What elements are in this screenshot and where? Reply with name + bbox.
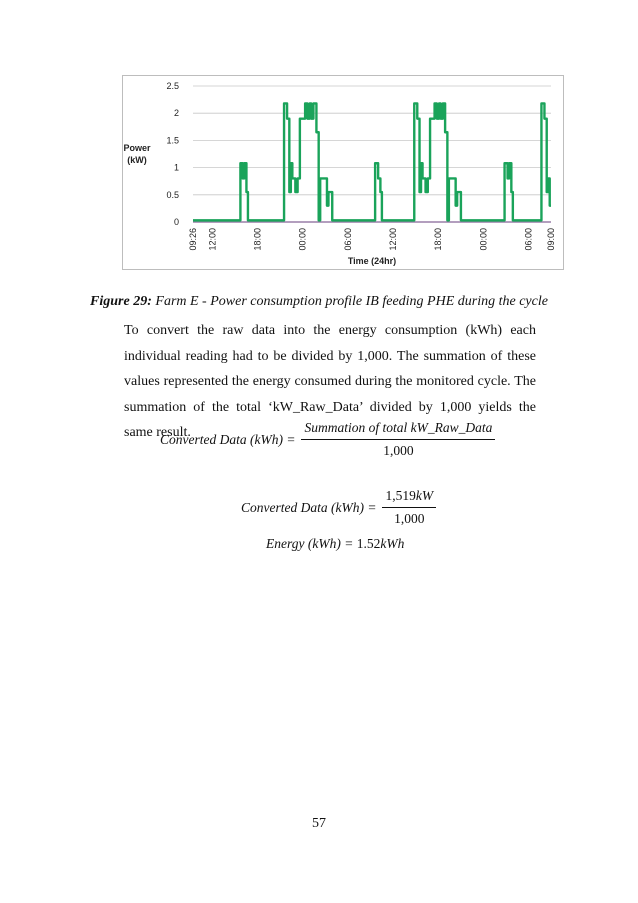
y-tick-label: 1.5 (166, 135, 179, 146)
y-tick-label: 1 (173, 162, 179, 173)
eq3-lhs: Energy (kWh) = (266, 536, 354, 551)
eq2-fraction (382, 488, 436, 527)
equation-3 (266, 536, 404, 552)
power-chart (123, 76, 563, 269)
x-tick-label: 09:00 (546, 228, 556, 251)
x-tick-label: 06:00 (342, 228, 353, 251)
page-number: 57 (312, 816, 326, 831)
eq2-num-unit: kW (415, 488, 434, 503)
eq3-unit: kWh (380, 536, 405, 551)
caption-text: Farm E - Power consumption profile IB feeding PHE during the cycle (151, 294, 548, 309)
body-paragraph: To convert the raw data into the energy consumption (kWh) each individual reading had to be divided by 1,000. The summation of these values represented the energy consumed during the monitored cycle. The summation of the total ‘kW_Raw_Data’ divided by 1,000 yields the same result. (124, 323, 536, 440)
chart-frame (122, 75, 564, 270)
eq1-fraction (301, 420, 495, 459)
y-axis-label-line2: (kW) (127, 155, 147, 165)
x-tick-label: 18:00 (252, 228, 263, 251)
x-tick-label: 00:00 (478, 228, 489, 251)
x-tick-label: 18:00 (433, 228, 444, 251)
eq2-num-value: 1,519 (385, 488, 416, 503)
x-tick-label: 12:00 (387, 228, 398, 251)
eq1-denominator: 1,000 (383, 443, 414, 458)
eq3-value: 1.52 (356, 536, 381, 551)
x-tick-label: 09:26 (188, 228, 198, 251)
eq2-lhs: Converted Data (kWh) = (241, 499, 377, 515)
figure-caption (0, 294, 638, 310)
eq1-lhs: Converted Data (kWh) = (160, 431, 296, 447)
y-tick-label: 0.5 (166, 189, 179, 200)
y-tick-label: 2.5 (166, 81, 179, 91)
eq2-numerator (382, 488, 436, 508)
equation-2 (241, 488, 436, 527)
y-tick-label: 2 (173, 108, 179, 119)
eq1-numerator: Summation of total kW_Raw_Data (301, 420, 495, 440)
y-tick-label: 0 (173, 217, 179, 227)
equation-1 (160, 420, 495, 459)
y-axis-label-line1: Power (123, 143, 151, 153)
x-tick-label: 12:00 (207, 228, 218, 251)
x-axis-label: Time (24hr) (347, 256, 397, 266)
x-tick-label: 00:00 (297, 228, 308, 251)
eq2-denominator: 1,000 (394, 511, 425, 526)
x-tick-label: 06:00 (523, 228, 534, 251)
caption-label: Figure 29: (90, 294, 152, 309)
series-line-power (193, 103, 551, 220)
